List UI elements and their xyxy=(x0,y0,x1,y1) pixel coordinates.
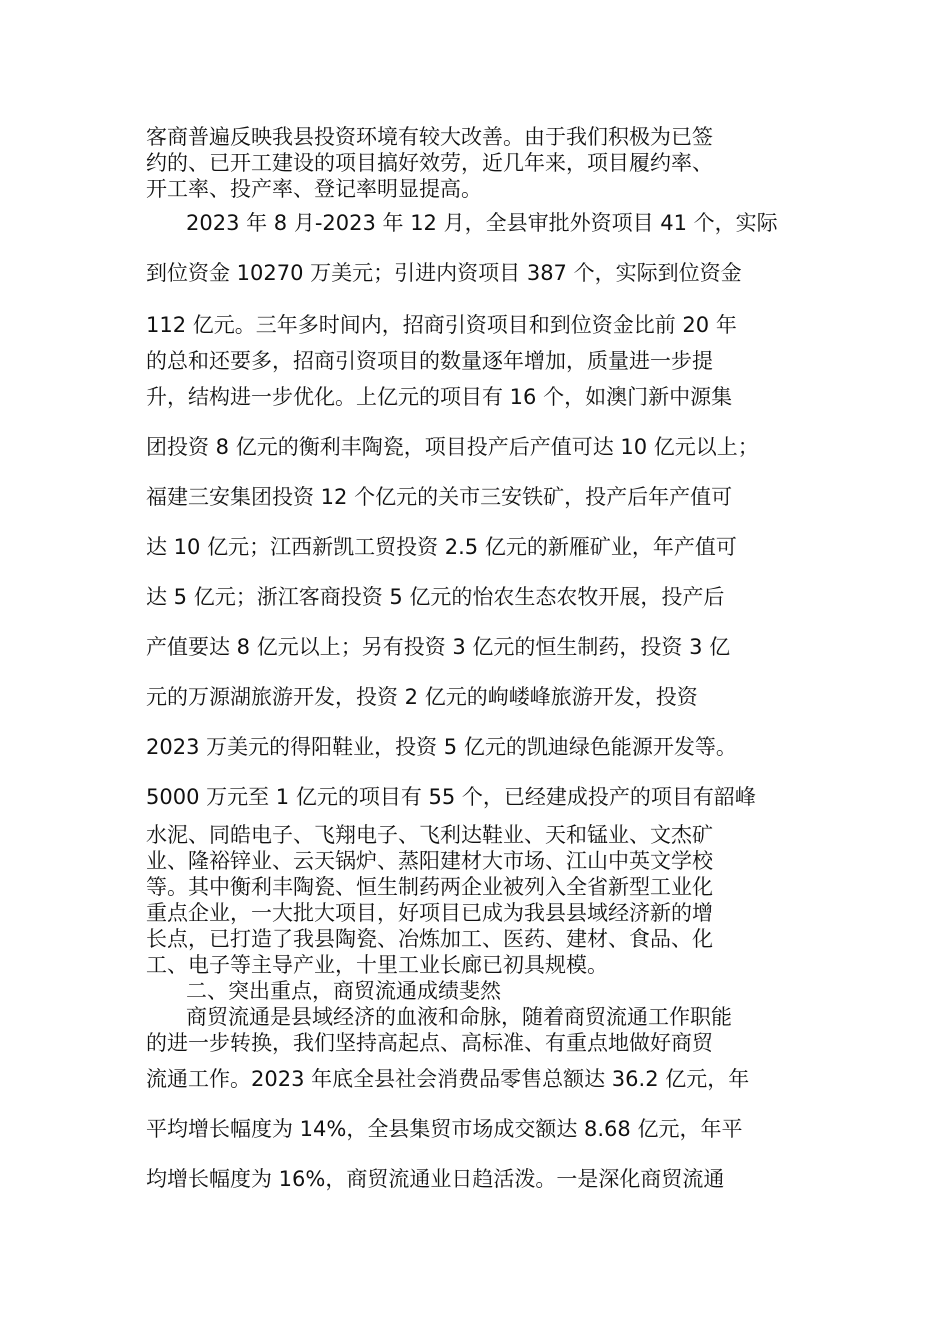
text-line: 长点，已打造了我县陶瓷、冶炼加工、医药、建材、食品、化 xyxy=(146,927,713,951)
section-heading: 二、突出重点，商贸流通成绩斐然 xyxy=(186,979,501,1003)
text-line: 元的万源湖旅游开发，投资 2 亿元的岣嵝峰旅游开发，投资 xyxy=(146,685,698,709)
text-line: 团投资 8 亿元的衡利丰陶瓷，项目投产后产值可达 10 亿元以上； xyxy=(146,435,759,459)
text-line: 商贸流通是县域经济的血液和命脉，随着商贸流通工作职能 xyxy=(186,1005,732,1029)
text-line: 流通工作。2023 年底全县社会消费品零售总额达 36.2 亿元，年 xyxy=(146,1067,750,1091)
text-line: 2023 万美元的得阳鞋业，投资 5 亿元的凯迪绿色能源开发等。 xyxy=(146,735,737,759)
text-line: 112 亿元。三年多时间内，招商引资项目和到位资金比前 20 年 xyxy=(146,313,737,337)
text-line: 福建三安集团投资 12 个亿元的关市三安铁矿，投产后年产值可 xyxy=(146,485,733,509)
text-line: 2023 年 8 月-2023 年 12 月，全县审批外资项目 41 个，实际 xyxy=(186,211,778,235)
text-line: 升，结构进一步优化。上亿元的项目有 16 个，如澳门新中源集 xyxy=(146,385,733,409)
text-line: 等。其中衡利丰陶瓷、恒生制药两企业被列入全省新型工业化 xyxy=(146,875,713,899)
text-line: 产值要达 8 亿元以上；另有投资 3 亿元的恒生制药，投资 3 亿 xyxy=(146,635,731,659)
text-line: 工、电子等主导产业，十里工业长廊已初具规模。 xyxy=(146,953,608,977)
text-line: 达 10 亿元；江西新凯工贸投资 2.5 亿元的新雁矿业，年产值可 xyxy=(146,535,737,559)
text-line: 业、隆裕锌业、云天锅炉、蒸阳建材大市场、江山中英文学校 xyxy=(146,849,713,873)
text-line: 开工率、投产率、登记率明显提高。 xyxy=(146,177,482,201)
text-line: 到位资金 10270 万美元；引进内资项目 387 个，实际到位资金 xyxy=(146,261,742,285)
text-line: 达 5 亿元；浙江客商投资 5 亿元的怡农生态农牧开展，投产后 xyxy=(146,585,725,609)
text-line: 5000 万元至 1 亿元的项目有 55 个，已经建成投产的项目有韶峰 xyxy=(146,785,756,809)
text-line: 的进一步转换，我们坚持高起点、高标准、有重点地做好商贸 xyxy=(146,1031,713,1055)
text-line: 客商普遍反映我县投资环境有较大改善。由于我们积极为已签 xyxy=(146,125,713,149)
text-line: 重点企业，一大批大项目，好项目已成为我县县域经济新的增 xyxy=(146,901,713,925)
text-line: 水泥、同皓电子、飞翔电子、飞利达鞋业、天和锰业、文杰矿 xyxy=(146,823,713,847)
text-line: 的总和还要多，招商引资项目的数量逐年增加，质量进一步提 xyxy=(146,349,713,373)
text-line: 约的、已开工建设的项目搞好效劳，近几年来，项目履约率、 xyxy=(146,151,713,175)
text-line: 平均增长幅度为 14%，全县集贸市场成交额达 8.68 亿元，年平 xyxy=(146,1117,743,1141)
text-line: 均增长幅度为 16%，商贸流通业日趋活泼。一是深化商贸流通 xyxy=(146,1167,725,1191)
